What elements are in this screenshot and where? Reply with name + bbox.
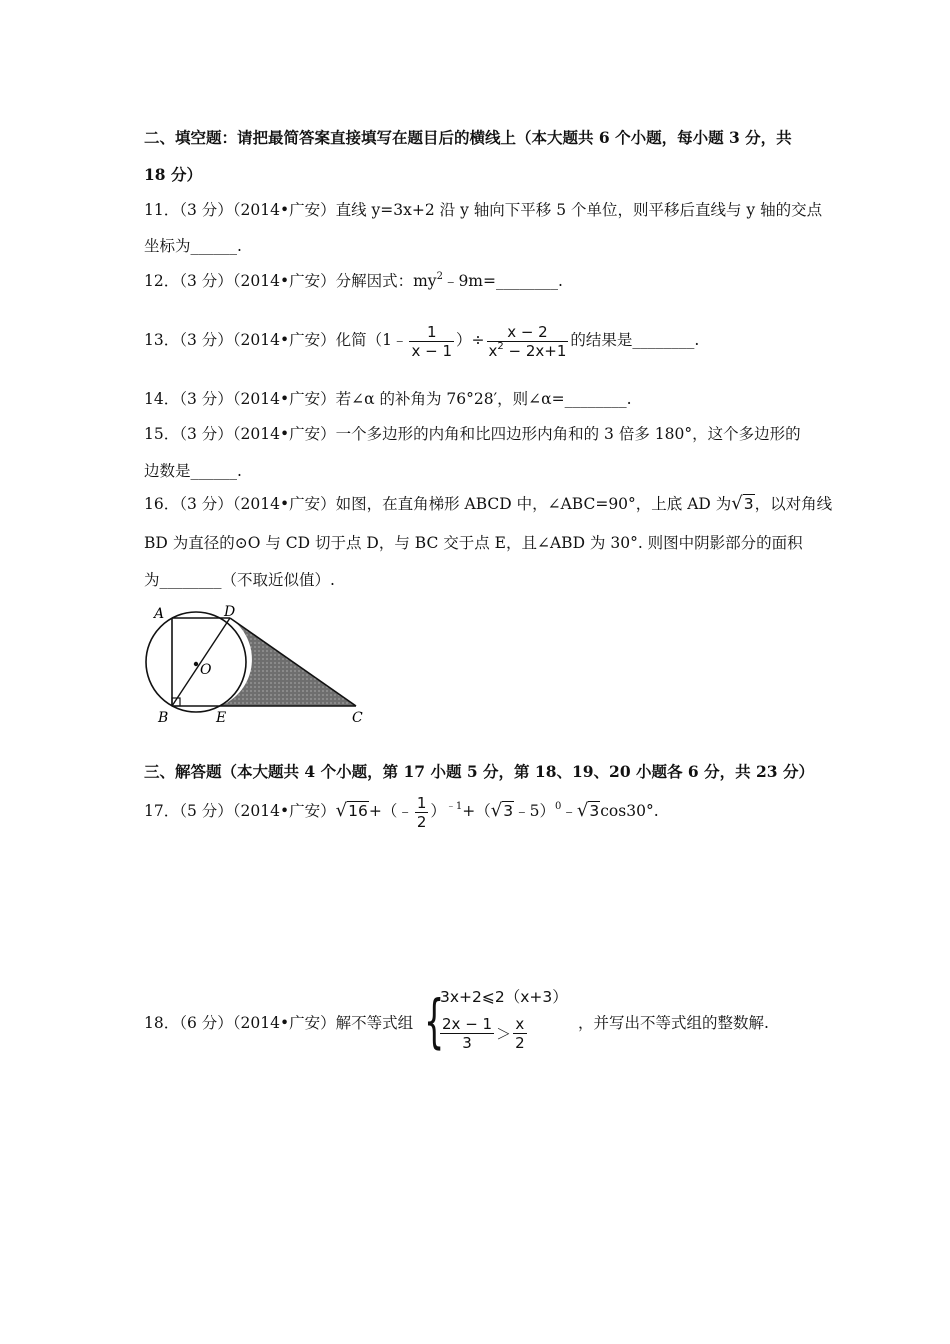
q18-suffix: ，并写出不等式组的整数解.	[578, 1014, 769, 1032]
q17-prefix: 17．（5 分）（2014•广安）	[144, 802, 336, 820]
q15-line2: 边数是______.	[144, 462, 242, 480]
q13-mid: ）÷	[456, 331, 485, 349]
sqrt-sign-icon: √	[731, 493, 743, 514]
q17-sqrt3-value: 3	[589, 802, 600, 820]
section3-heading: 三、解答题（本大题共 4 个小题，第 17 小题 5 分，第 18、19、20 小题各 6 分，共 23 分）	[144, 762, 814, 781]
q15-line1: 15．（3 分）（2014•广安）一个多边形的内角和比四边形内角和的 3 倍多 180°，这个多边形的	[144, 425, 801, 443]
q18-f2-num: x	[515, 1015, 525, 1033]
q16-line1-prefix: 16．（3 分）（2014•广安）如图，在直角梯形 ABCD 中，∠ABC=90°，上底 AD 为	[144, 495, 732, 513]
q17-sqrt1-value: 16	[348, 802, 368, 820]
q18-gt: ＞	[496, 1025, 512, 1043]
q11-line1: 11．（3 分）（2014•广安）直线 y=3x+2 沿 y 轴向下平移 5 个单位，则平移后直线与 y 轴的交点	[144, 201, 823, 219]
label-a: A	[154, 606, 165, 622]
q18-prefix: 18．（6 分）（2014•广安）解不等式组	[144, 1014, 414, 1032]
q18-fraction-2	[513, 1015, 527, 1052]
q17-fraction	[415, 794, 429, 831]
q13-f1-den: x − 1	[411, 341, 452, 360]
q14: 14．（3 分）（2014•广安）若∠α 的补角为 76°28′，则∠α=________.	[144, 390, 632, 408]
left-brace-icon: {	[424, 987, 445, 1055]
label-d: D	[224, 604, 236, 620]
q12-suffix: ﹣9m=________.	[442, 272, 563, 290]
section2-heading-line1: 二、填空题：请把最简答案直接填写在题目后的横线上（本大题共 6 个小题，每小题 3 分，共	[144, 128, 792, 147]
q17-sqrt-2	[491, 788, 514, 834]
q13-fraction-1	[409, 323, 454, 360]
sqrt-sign-icon: √	[490, 800, 503, 821]
q17-f-num: 1	[416, 793, 427, 812]
q12-sup: 2	[436, 271, 443, 282]
q16-sqrt	[731, 494, 754, 514]
q17-sup1: ﹣1	[445, 801, 463, 812]
q17-f-den: 2	[416, 812, 427, 831]
q17-suffix: cos30°.	[600, 802, 659, 820]
shaded-region	[220, 618, 356, 706]
q17	[144, 788, 659, 834]
q13-f2-den	[487, 341, 569, 360]
q17-part4: +（	[462, 802, 491, 820]
q16-line3: 为________（不取近似值）.	[144, 571, 335, 589]
geometry-figure	[142, 602, 382, 726]
q17-part3: ）	[430, 802, 446, 820]
q17-sup2: 0	[555, 801, 562, 812]
q17-sqrt-1	[336, 788, 369, 834]
section2-heading-line2: 18 分）	[144, 165, 202, 184]
q16-line1-suffix: ，以对角线	[754, 495, 833, 513]
q16-sqrt-value: 3	[743, 495, 754, 513]
q18-ineq2	[438, 1015, 529, 1052]
q13-f2-den-a: x	[488, 341, 498, 360]
q18-fraction-1	[440, 1015, 494, 1052]
q17-sqrt2-value: 3	[503, 802, 514, 820]
q17-sqrt-3	[577, 788, 600, 834]
q18-f-num: 2x − 1	[442, 1015, 493, 1033]
q13	[144, 312, 699, 368]
q18-ineq1: 3x+2⩽2（x+3）	[440, 988, 568, 1006]
q12	[144, 271, 563, 291]
label-c: C	[352, 710, 363, 726]
q17-part5: ﹣5）	[514, 802, 555, 820]
sqrt-sign-icon: √	[335, 800, 348, 821]
q17-part2: +（﹣	[368, 802, 413, 820]
q13-f2-num: x − 2	[507, 322, 548, 341]
q16-line2: BD 为直径的⊙O 与 CD 切于点 D，与 BC 交于点 E，且∠ABD 为 30°. 则图中阴影部分的面积	[144, 534, 803, 552]
q13-prefix: 13．（3 分）（2014•广安）化简（1﹣	[144, 331, 408, 349]
q13-f1-num: 1	[426, 322, 437, 341]
q18-f-den: 3	[440, 1033, 494, 1052]
sqrt-sign-icon: √	[576, 800, 589, 821]
label-b: B	[158, 710, 169, 726]
q12-prefix: 12．（3 分）（2014•广安）分解因式：my	[144, 272, 437, 290]
q13-suffix: 的结果是________.	[570, 331, 700, 349]
q11-line2: 坐标为______.	[144, 237, 242, 255]
q18-f2-den: 2	[515, 1034, 525, 1052]
center-dot	[194, 662, 198, 666]
q13-fraction-2	[487, 323, 569, 360]
q13-f2-den-b: − 2x+1	[503, 341, 567, 360]
q16-line1	[144, 494, 832, 514]
q17-part6: ﹣	[561, 802, 577, 820]
label-o: O	[200, 662, 212, 678]
label-e: E	[216, 710, 227, 726]
q13-f2-den-sup: 2	[497, 340, 504, 352]
